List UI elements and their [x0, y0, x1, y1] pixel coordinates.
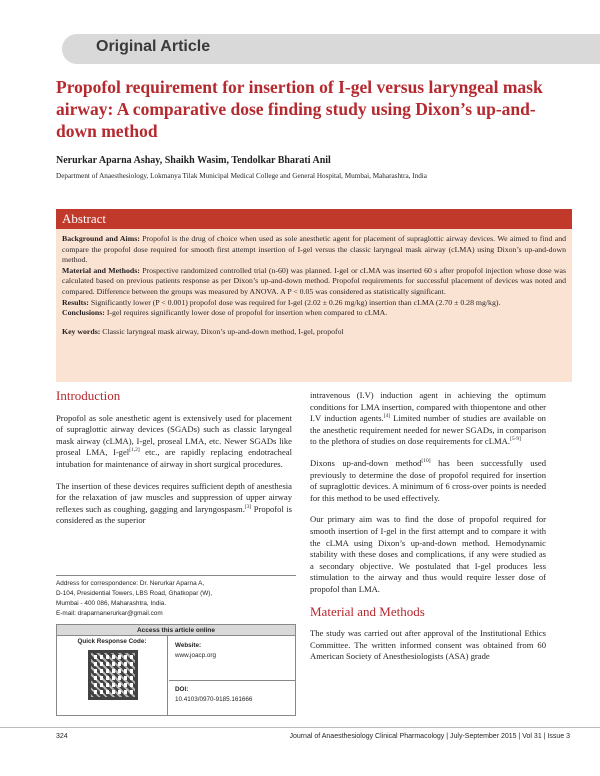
background-text: Propofol is the drug of choice when used as sole anesthetic agent for placement of supraglottic airway devices. We aimed to find and compare the propofol dose required for smooth first attempt insertion of I-gel versus the classic laryngeal mask airway (cLMA) using Dixon’s up-and-down method.	[62, 234, 567, 265]
col2-paragraph-2: Dixons up-and-down method[10] has been successfully used previously to determine the dose of propofol required for insertion of supraglottic devices. A minimum of 6 cross-over points is needed for this method to be used effectively.	[310, 457, 546, 503]
abstract-results	[62, 298, 566, 309]
citation[interactable]: [5-9]	[510, 436, 521, 443]
results-text: Significantly lower (P < 0.001) propofol dose was required for I-gel (2.02 ± 0.26 mg/kg) insertion than cLMA (2.70 ± 0.28 mg/kg).	[90, 297, 501, 307]
abstract-keywords	[62, 327, 566, 338]
conclusions-text: I-gel requires significantly lower dose of propofol for insertion when compared to cLMA.	[106, 308, 388, 318]
access-online-box	[56, 624, 296, 716]
abstract-conclusions	[62, 308, 566, 319]
intro-paragraph-2: The insertion of these devices requires sufficient depth of anesthesia for the relaxation of jaw muscles and suppression of upper airway reflexes such as coughing, gagging and laryngospasm.[3] Propofol is considered as the superior	[56, 480, 293, 526]
website-link[interactable]: www.joacp.org	[175, 652, 216, 659]
access-heading: Access this article online	[57, 625, 295, 636]
article-type-label: Original Article	[96, 38, 211, 55]
column-right	[310, 390, 546, 673]
citation[interactable]: [10]	[421, 458, 431, 465]
article-title: Propofol requirement for insertion of I-gel versus laryngeal mask airway: A comparative dose finding study using Dixon’s up-and-down method	[56, 77, 543, 141]
abstract-methods	[62, 266, 566, 298]
doi-label: DOI:	[175, 686, 189, 693]
doi-link[interactable]: 10.4103/0970-9185.161666	[175, 696, 253, 703]
journal-info: Journal of Anaesthesiology Clinical Pharmacology | July-September 2015 | Vol 31 | Issue 3	[289, 733, 570, 740]
introduction-heading: Introduction	[56, 388, 121, 403]
methods-label: Material and Methods:	[62, 265, 140, 275]
background-label: Background and Aims:	[62, 234, 140, 243]
citation[interactable]: [1,2]	[129, 447, 140, 454]
correspondence-address: Address for correspondence: Dr. Nerurkar Aparna A, D-104, Presidential Towers, LBS Road, Ghatkopar (W), Mumbai - 400 086, Maharashtra, India. E-mail: draparnanerurkar@gmail.com	[56, 575, 296, 619]
results-label: Results:	[62, 297, 89, 307]
col2-paragraph-3: Our primary aim was to find the dose of propofol required for smooth insertion of I-gel in the first attempt and to compare it with the cLMA using Dixon’s up-and-down method. Hemodynamic stability with these doses and complications, if any were studied as a secondary objective. We postulated that I-gel produces less stimulation to the airway and thus would require lesser dose of propofol than LMA.	[310, 514, 546, 594]
methods-paragraph-1: The study was carried out after approval of the Institutional Ethics Committee. The written informed consent was obtained from 60 American Society of Anesthesiologists (ASA) grade	[310, 628, 546, 662]
keywords-label: Key words:	[62, 326, 101, 336]
methods-text: Prospective randomized controlled trial (n-60) was planned. I-gel or cLMA was inserted 60 s after propofol injection whose dose was calculated based on previous patients response as per Dixon’s up-and-down method. Propofol requirements for successful placement of devices was noted and compared. Difference between the groups was measured by ANOVA. A P < 0.05 was considered as statistically significant.	[62, 265, 567, 296]
intro-paragraph-1: Propofol as sole anesthetic agent is extensively used for placement of supraglottic airway devices (SGADs) such as classic laryngeal mask airway (cLMA), I-gel, proseal LMA, etc. Newer SGADs like proseal LMA, I-gel[1,2] etc., are rapidly replacing endotracheal intubation for maintenance of airway in short surgical procedures.	[56, 412, 292, 469]
citation[interactable]: [3]	[244, 503, 252, 510]
abstract-background	[62, 234, 566, 266]
abstract-heading: Abstract	[56, 209, 572, 229]
author-list: Nerurkar Aparna Ashay, Shaikh Wasim, Tendolkar Bharati Anil	[56, 155, 331, 166]
qr-label: Quick Response Code:	[77, 638, 147, 645]
website-label: Website:	[175, 642, 202, 649]
page-number: 324	[56, 733, 68, 740]
affiliation: Department of Anaesthesiology, Lokmanya Tilak Municipal Medical College and General Hospital, Mumbai, Maharashtra, India	[56, 172, 427, 180]
conclusions-label: Conclusions:	[62, 308, 105, 318]
methods-heading: Material and Methods	[310, 603, 425, 619]
keywords-text: Classic laryngeal mask airway, Dixon’s up-and-down method, I-gel, propofol	[102, 326, 344, 336]
col2-paragraph-1: intravenous (I.V) induction agent in achieving the optimum conditions for LMA insertion, compared with thiopentone and other I.V induction agents.[4] Limited number of studies are available on the anesthetic requirement needed for newer SGADs, in comparison to the plethora of studies on dose requirements for cLMA.[5-9]	[310, 390, 546, 447]
footer-divider	[0, 727, 600, 728]
correspondence-email[interactable]: E-mail: draparnanerurkar@gmail.com	[56, 610, 163, 617]
qr-code-icon[interactable]	[88, 650, 138, 700]
column-left	[56, 390, 292, 537]
citation[interactable]: [4]	[383, 413, 391, 420]
abstract-box	[56, 229, 572, 382]
